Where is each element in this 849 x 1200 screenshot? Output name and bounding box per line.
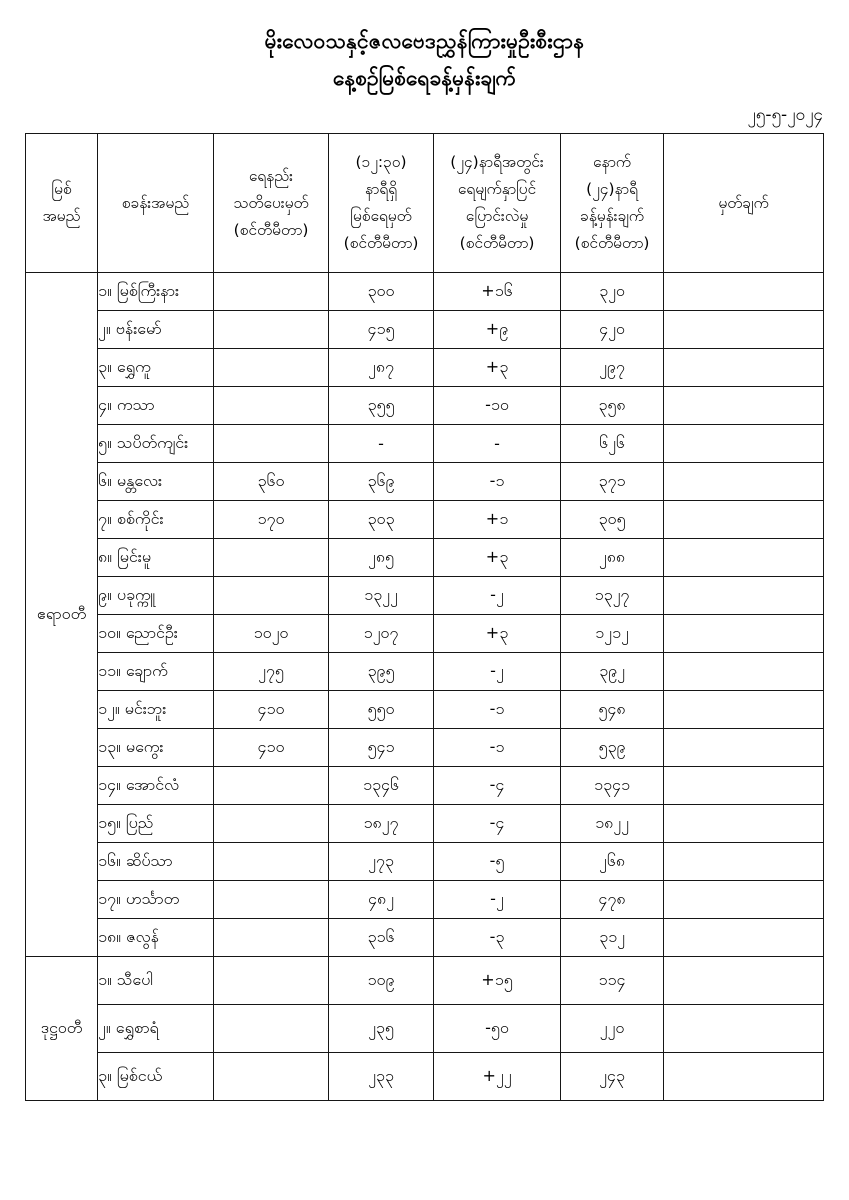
- forecast-cell: ၃၇၁: [561, 463, 664, 501]
- remark-cell: [664, 539, 824, 577]
- warning-level-cell: [214, 805, 329, 843]
- title-block: [0, 0, 849, 98]
- station-name-cell: ၁၂။ မင်းဘူး: [98, 691, 214, 729]
- station-name-cell: ၁၄။ အောင်လံ: [98, 767, 214, 805]
- forecast-cell: ၁၈၂၂: [561, 805, 664, 843]
- warning-level-cell: [214, 311, 329, 349]
- remark-cell: [664, 387, 824, 425]
- remark-cell: [664, 843, 824, 881]
- document-subtitle: နေ့စဉ်မြစ်ရေခန့်မှန်းချက်: [332, 66, 517, 90]
- col-header-station-name: စခန်းအမည်: [98, 134, 214, 273]
- forecast-cell: ၃၉၂: [561, 653, 664, 691]
- change-cell: -၂: [434, 881, 561, 919]
- water-level-cell: ၃၀၃: [329, 501, 434, 539]
- water-level-cell: ၅၄၁: [329, 729, 434, 767]
- station-row: [26, 957, 824, 1005]
- station-name-cell: ၁။ သီပေါ: [98, 957, 214, 1005]
- warning-level-cell: [214, 767, 329, 805]
- forecast-cell: ၂၄၃: [561, 1053, 664, 1101]
- station-row: [26, 881, 824, 919]
- table-body: [26, 273, 824, 1101]
- forecast-cell: ၃၀၅: [561, 501, 664, 539]
- station-row: [26, 425, 824, 463]
- station-name-cell: ၃။ မြစ်ငယ်: [98, 1053, 214, 1101]
- warning-level-cell: [214, 273, 329, 311]
- change-cell: +၂၂: [434, 1053, 561, 1101]
- water-level-cell: ၁၀၉: [329, 957, 434, 1005]
- remark-cell: [664, 577, 824, 615]
- remark-cell: [664, 273, 824, 311]
- station-row: [26, 919, 824, 957]
- river-name-cell: ဒုဋ္ဌဝတီ: [26, 957, 98, 1101]
- water-level-cell: ၁၈၂၇: [329, 805, 434, 843]
- forecast-cell: ၁၂၁၂: [561, 615, 664, 653]
- station-row: [26, 1053, 824, 1101]
- change-cell: -၂: [434, 577, 561, 615]
- water-level-cell: ၁၃၂၂: [329, 577, 434, 615]
- forecast-cell: ၁၁၄: [561, 957, 664, 1005]
- remark-cell: [664, 881, 824, 919]
- warning-level-cell: [214, 349, 329, 387]
- station-name-cell: ၆။ မန္တလေး: [98, 463, 214, 501]
- forecast-cell: ၁၃၂၇: [561, 577, 664, 615]
- station-name-cell: ၁၆။ ဆိပ်သာ: [98, 843, 214, 881]
- water-level-cell: ၄၁၅: [329, 311, 434, 349]
- remark-cell: [664, 691, 824, 729]
- forecast-cell: ၂၆၈: [561, 843, 664, 881]
- station-row: [26, 1005, 824, 1053]
- station-row: [26, 463, 824, 501]
- col-header-water-level-1230: (၁၂:၃၀) နာရီရှိ မြစ်ရေမှတ် (စင်တီမီတာ): [329, 134, 434, 273]
- change-cell: -၁: [434, 691, 561, 729]
- station-row: [26, 501, 824, 539]
- change-cell: -၄: [434, 767, 561, 805]
- water-level-cell: ၃၆၉: [329, 463, 434, 501]
- col-header-remark: မှတ်ချက်: [664, 134, 824, 273]
- change-cell: +၁၅: [434, 957, 561, 1005]
- remark-cell: [664, 1005, 824, 1053]
- change-cell: -၂: [434, 653, 561, 691]
- warning-level-cell: [214, 387, 329, 425]
- station-row: [26, 273, 824, 311]
- station-name-cell: ၁။ မြစ်ကြီးနား: [98, 273, 214, 311]
- remark-cell: [664, 919, 824, 957]
- station-row: [26, 691, 824, 729]
- water-level-cell: ၂၃၅: [329, 1005, 434, 1053]
- warning-level-cell: ၂၇၅: [214, 653, 329, 691]
- change-cell: -၁၀: [434, 387, 561, 425]
- station-name-cell: ၃။ ရွှေကူ: [98, 349, 214, 387]
- water-level-cell: ၃၉၅: [329, 653, 434, 691]
- forecast-cell: ၄၂၀: [561, 311, 664, 349]
- river-name-cell: ဧရာဝတီ: [26, 273, 98, 957]
- remark-cell: [664, 349, 824, 387]
- remark-cell: [664, 425, 824, 463]
- remark-cell: [664, 1053, 824, 1101]
- change-cell: +၃: [434, 615, 561, 653]
- station-name-cell: ၁၇။ ဟင်္သာတ: [98, 881, 214, 919]
- warning-level-cell: ၄၁၀: [214, 691, 329, 729]
- change-cell: +၁၆: [434, 273, 561, 311]
- col-header-low-water-warning: ရေနည်း သတိပေးမှတ် (စင်တီမီတာ): [214, 134, 329, 273]
- water-level-cell: ၃၀၀: [329, 273, 434, 311]
- forecast-cell: ၅၃၉: [561, 729, 664, 767]
- station-row: [26, 653, 824, 691]
- station-row: [26, 387, 824, 425]
- station-name-cell: ၉။ ပခုက္ကူ: [98, 577, 214, 615]
- change-cell: +၁: [434, 501, 561, 539]
- change-cell: -၁: [434, 463, 561, 501]
- warning-level-cell: [214, 1005, 329, 1053]
- change-cell: -၄: [434, 805, 561, 843]
- remark-cell: [664, 463, 824, 501]
- remark-cell: [664, 653, 824, 691]
- remark-cell: [664, 957, 824, 1005]
- station-row: [26, 767, 824, 805]
- col-header-next-24hr-forecast: နောက် (၂၄)နာရီ ခန့်မှန်းချက် (စင်တီမီတာ): [561, 134, 664, 273]
- remark-cell: [664, 729, 824, 767]
- station-name-cell: ၁၃။ မကွေး: [98, 729, 214, 767]
- water-level-cell: ၄၈၂: [329, 881, 434, 919]
- water-level-cell: ၃၁၆: [329, 919, 434, 957]
- warning-level-cell: [214, 919, 329, 957]
- warning-level-cell: ၄၁၀: [214, 729, 329, 767]
- station-name-cell: ၄။ ကသာ: [98, 387, 214, 425]
- forecast-cell: ၂၉၇: [561, 349, 664, 387]
- change-cell: -၃: [434, 919, 561, 957]
- remark-cell: [664, 311, 824, 349]
- station-name-cell: ၁၁။ ချောက်: [98, 653, 214, 691]
- station-name-cell: ၁၈။ ဇလွန်: [98, 919, 214, 957]
- station-row: [26, 577, 824, 615]
- water-level-cell: ၁၂၀၇: [329, 615, 434, 653]
- station-name-cell: ၁၀။ ညောင်ဦး: [98, 615, 214, 653]
- water-level-cell: -: [329, 425, 434, 463]
- station-name-cell: ၈။ မြင်းမူ: [98, 539, 214, 577]
- warning-level-cell: [214, 881, 329, 919]
- warning-level-cell: [214, 539, 329, 577]
- station-row: [26, 311, 824, 349]
- warning-level-cell: [214, 1053, 329, 1101]
- warning-level-cell: ၃၆၀: [214, 463, 329, 501]
- change-cell: -၅: [434, 843, 561, 881]
- water-level-cell: ၂၈၅: [329, 539, 434, 577]
- warning-level-cell: [214, 843, 329, 881]
- water-level-cell: ၂၇၃: [329, 843, 434, 881]
- forecast-cell: ၅၄၈: [561, 691, 664, 729]
- warning-level-cell: ၁၀၂၀: [214, 615, 329, 653]
- water-level-table: [25, 133, 824, 1101]
- warning-level-cell: ၁၇၀: [214, 501, 329, 539]
- header-row: [26, 134, 824, 273]
- water-level-cell: ၂၈၇: [329, 349, 434, 387]
- forecast-cell: ၃၁၂: [561, 919, 664, 957]
- station-row: [26, 805, 824, 843]
- remark-cell: [664, 501, 824, 539]
- water-level-cell: ၁၃၄၆: [329, 767, 434, 805]
- warning-level-cell: [214, 425, 329, 463]
- station-row: [26, 349, 824, 387]
- forecast-cell: ၁၃၄၁: [561, 767, 664, 805]
- water-level-cell: ၅၅၀: [329, 691, 434, 729]
- station-name-cell: ၂။ ဗန်းမော်: [98, 311, 214, 349]
- station-name-cell: ၁၅။ ပြည်: [98, 805, 214, 843]
- forecast-cell: ၆၂၆: [561, 425, 664, 463]
- warning-level-cell: [214, 957, 329, 1005]
- water-level-cell: ၃၅၅: [329, 387, 434, 425]
- station-name-cell: ၂။ ရွှေစာရံ: [98, 1005, 214, 1053]
- forecast-cell: ၂၈၈: [561, 539, 664, 577]
- col-header-river-name: မြစ် အမည်: [26, 134, 98, 273]
- station-row: [26, 539, 824, 577]
- col-header-24hr-change: (၂၄)နာရီအတွင်း ရေမျက်နှာပြင် ပြောင်းလဲမှု (စင်တီမီတာ): [434, 134, 561, 273]
- report-date: ၂၅-၅-၂၀၂၄: [747, 105, 823, 125]
- change-cell: +၉: [434, 311, 561, 349]
- remark-cell: [664, 805, 824, 843]
- change-cell: +၃: [434, 349, 561, 387]
- change-cell: +၃: [434, 539, 561, 577]
- remark-cell: [664, 615, 824, 653]
- warning-level-cell: [214, 577, 329, 615]
- station-name-cell: ၅။ သပိတ်ကျင်း: [98, 425, 214, 463]
- change-cell: -: [434, 425, 561, 463]
- remark-cell: [664, 767, 824, 805]
- station-row: [26, 615, 824, 653]
- station-row: [26, 729, 824, 767]
- forecast-cell: ၃၅၈: [561, 387, 664, 425]
- forecast-cell: ၃၂၀: [561, 273, 664, 311]
- station-name-cell: ၇။ စစ်ကိုင်း: [98, 501, 214, 539]
- water-level-cell: ၂၃၃: [329, 1053, 434, 1101]
- change-cell: -၁: [434, 729, 561, 767]
- station-row: [26, 843, 824, 881]
- forecast-cell: ၄၇၈: [561, 881, 664, 919]
- change-cell: -၅၀: [434, 1005, 561, 1053]
- document-title: မိုးလေဝသနှင့်ဇလဗေဒညွှန်ကြားမှုဦးစီးဌာန: [264, 29, 585, 53]
- forecast-cell: ၂၂၀: [561, 1005, 664, 1053]
